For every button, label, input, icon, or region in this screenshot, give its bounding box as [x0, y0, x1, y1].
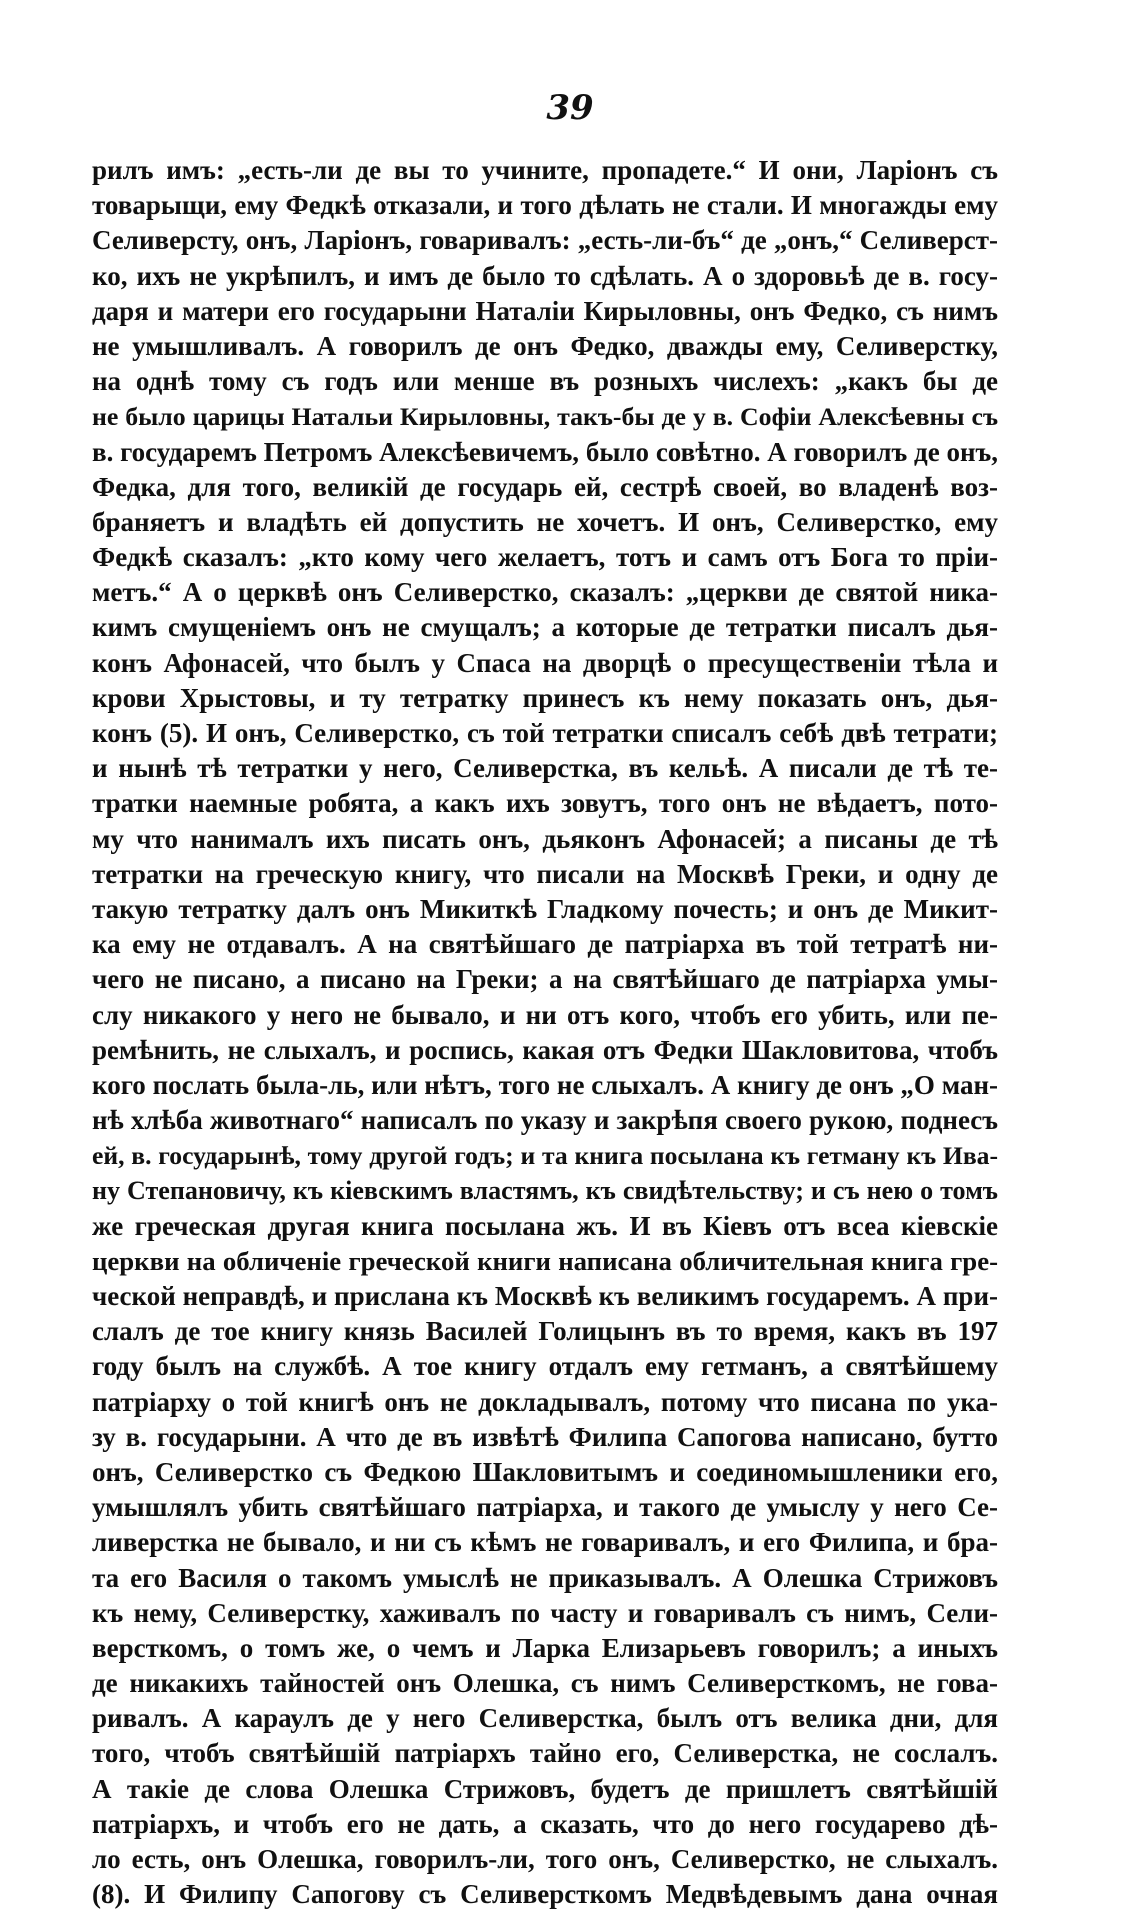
text-line: ей, в. государынѣ, тому другой годъ; и та книга посылана къ гетману къ Ива- — [92, 1141, 998, 1171]
text-line: на однѣ тому съ годъ или менше въ розныхъ числехъ: „какъ бы де — [92, 366, 998, 397]
text-line: де никакихъ тайностей онъ Олешка, съ нимъ Селиверсткомъ, не гова- — [92, 1668, 998, 1699]
text-line: ческой неправдѣ, и прислана къ Москвѣ къ великимъ государемъ. А при- — [92, 1281, 998, 1311]
text-line: (8). И Филипу Сапогову съ Селиверсткомъ Медвѣдевымъ дана очная — [92, 1879, 998, 1910]
text-line: кимъ смущеніемъ онъ не смущалъ; а которые де тетратки писалъ дья- — [92, 612, 998, 643]
text-line: же греческая другая книга посылана жъ. И въ Кіевъ отъ всеа кіевскіе — [92, 1210, 998, 1241]
text-line: не умышливалъ. А говорилъ де онъ Федко, дважды ему, Селиверстку, — [92, 330, 998, 361]
text-line: зу в. государыни. А что де въ извѣтѣ Филипа Сапогова написано, бутто — [92, 1421, 998, 1452]
text-line: рилъ имъ: „есть-ли де вы то учините, пропадете.“ И они, Ларіонъ съ — [92, 155, 998, 185]
text-line: тратки наемные робята, а какъ ихъ зовутъ, того онъ не вѣдаетъ, пото- — [92, 788, 998, 819]
text-line: браняетъ и владѣть ей допустить не хочетъ. И онъ, Селиверстко, ему — [92, 506, 998, 537]
text-line: ривалъ. А караулъ де у него Селиверстка, былъ отъ велика дни, для — [92, 1703, 998, 1734]
text-line: патріархъ, и чтобъ его не дать, а сказать, что до него государево дѣ- — [92, 1808, 998, 1839]
text-line: ливерстка не бывало, и ни съ кѣмъ не говаривалъ, и его Филипа, и бра- — [92, 1527, 998, 1558]
text-line: ка ему не отдавалъ. А на святѣйшаго де патріарха въ той тетратѣ ни- — [92, 929, 998, 960]
text-line: А такіе де слова Олешка Стрижовъ, будетъ де пришлетъ святѣйшій — [92, 1773, 998, 1804]
text-line: патріарху о той книгѣ онъ не докладывалъ, потому что писана по ука- — [92, 1386, 998, 1417]
text-line: чего не писано, а писано на Греки; а на святѣйшаго де патріарха умы- — [92, 964, 998, 995]
page-number: 39 — [546, 88, 594, 128]
text-line: году былъ на службѣ. А тое книгу отдалъ ему гетманъ, а святѣйшему — [92, 1351, 998, 1382]
text-line: тетратки на греческую книгу, что писали на Москвѣ Греки, и одну де — [92, 858, 998, 889]
text-line: му что нанималъ ихъ писать онъ, дьяконъ Афонасей; а писаны де тѣ — [92, 823, 998, 854]
text-line: нѣ хлѣба животнаго“ написалъ по указу и закрѣпя своего рукою, поднесъ — [92, 1105, 998, 1136]
text-line: къ нему, Селиверстку, хаживалъ по часту и говаривалъ съ нимъ, Сели- — [92, 1597, 998, 1628]
text-line: ло есть, онъ Олешка, говорилъ-ли, того онъ, Селиверстко, не слыхалъ. — [92, 1844, 998, 1874]
text-line: не было царицы Натальи Кирыловны, такъ-бы де у в. Софіи Алексѣевны съ — [92, 402, 998, 432]
text-line: кого послать была-ль, или нѣтъ, того не слыхалъ. А книгу де онъ „О ман- — [92, 1069, 998, 1100]
text-line: слу никакого у него не бывало, и ни отъ кого, чтобъ его убить, или пе- — [92, 999, 998, 1030]
text-line: в. государемъ Петромъ Алексѣевичемъ, было совѣтно. А говорилъ де онъ, — [92, 436, 998, 467]
text-line: конъ Афонасей, что былъ у Спаса на дворцѣ о пресущественіи тѣла и — [92, 647, 998, 678]
text-line: ремѣнить, не слыхалъ, и роспись, какая отъ Федки Шакловитова, чтобъ — [92, 1034, 998, 1065]
text-line: крови Хрыстовы, и ту тетратку принесъ къ нему показать онъ, дья- — [92, 682, 998, 713]
text-line: Федкѣ сказалъ: „кто кому чего желаетъ, тотъ и самъ отъ Бога то пріи- — [92, 542, 998, 573]
text-line: метъ.“ А о церквѣ онъ Селиверстко, сказалъ: „церкви де святой ника- — [92, 577, 998, 608]
text-line: того, чтобъ святѣйшій патріархъ тайно его, Селиверстка, не сослалъ. — [92, 1738, 998, 1769]
text-line: версткомъ, о томъ же, о чемъ и Ларка Елизарьевъ говорилъ; а иныхъ — [92, 1632, 998, 1663]
text-line: Федка, для того, великій де государь ей, сестрѣ своей, во владенѣ воз- — [92, 471, 998, 502]
text-line: та его Василя о такомъ умыслѣ не приказывалъ. А Олешка Стрижовъ — [92, 1562, 998, 1593]
text-line: ну Степановичу, къ кіевскимъ властямъ, къ свидѣтельству; и съ нею о томъ — [92, 1176, 998, 1206]
text-line: товарыщи, ему Федкѣ отказали, и того дѣлать не стали. И многажды ему — [92, 190, 998, 221]
text-line: онъ, Селиверстко съ Федкою Шакловитымъ и соединомышленики его, — [92, 1456, 998, 1487]
text-line: церкви на обличеніе греческой книги написана обличительная книга гре- — [92, 1245, 998, 1276]
text-line: ко, ихъ не укрѣпилъ, и имъ де было то сдѣлать. А о здоровьѣ де в. госу- — [92, 260, 998, 291]
body-text — [92, 153, 998, 1912]
text-line: такую тетратку далъ онъ Микиткѣ Гладкому почесть; и онъ де Микит- — [92, 893, 998, 924]
text-line: конъ (5). И онъ, Селиверстко, съ той тетратки списалъ себѣ двѣ тетрати; — [92, 718, 998, 748]
text-line: и нынѣ тѣ тетратки у него, Селиверстка, въ кельѣ. А писали де тѣ те- — [92, 753, 998, 784]
text-line: слалъ де тое книгу князь Василей Голицынъ въ то время, какъ въ 197 — [92, 1316, 998, 1347]
text-line: Селиверсту, онъ, Ларіонъ, говаривалъ: „есть-ли-бъ“ де „онъ,“ Селиверст- — [92, 225, 998, 256]
text-line: умышлялъ убить святѣйшаго патріарха, и такого де умыслу у него Се- — [92, 1492, 998, 1523]
text-line: даря и матери его государыни Наталіи Кирыловны, онъ Федко, съ нимъ — [92, 295, 998, 326]
